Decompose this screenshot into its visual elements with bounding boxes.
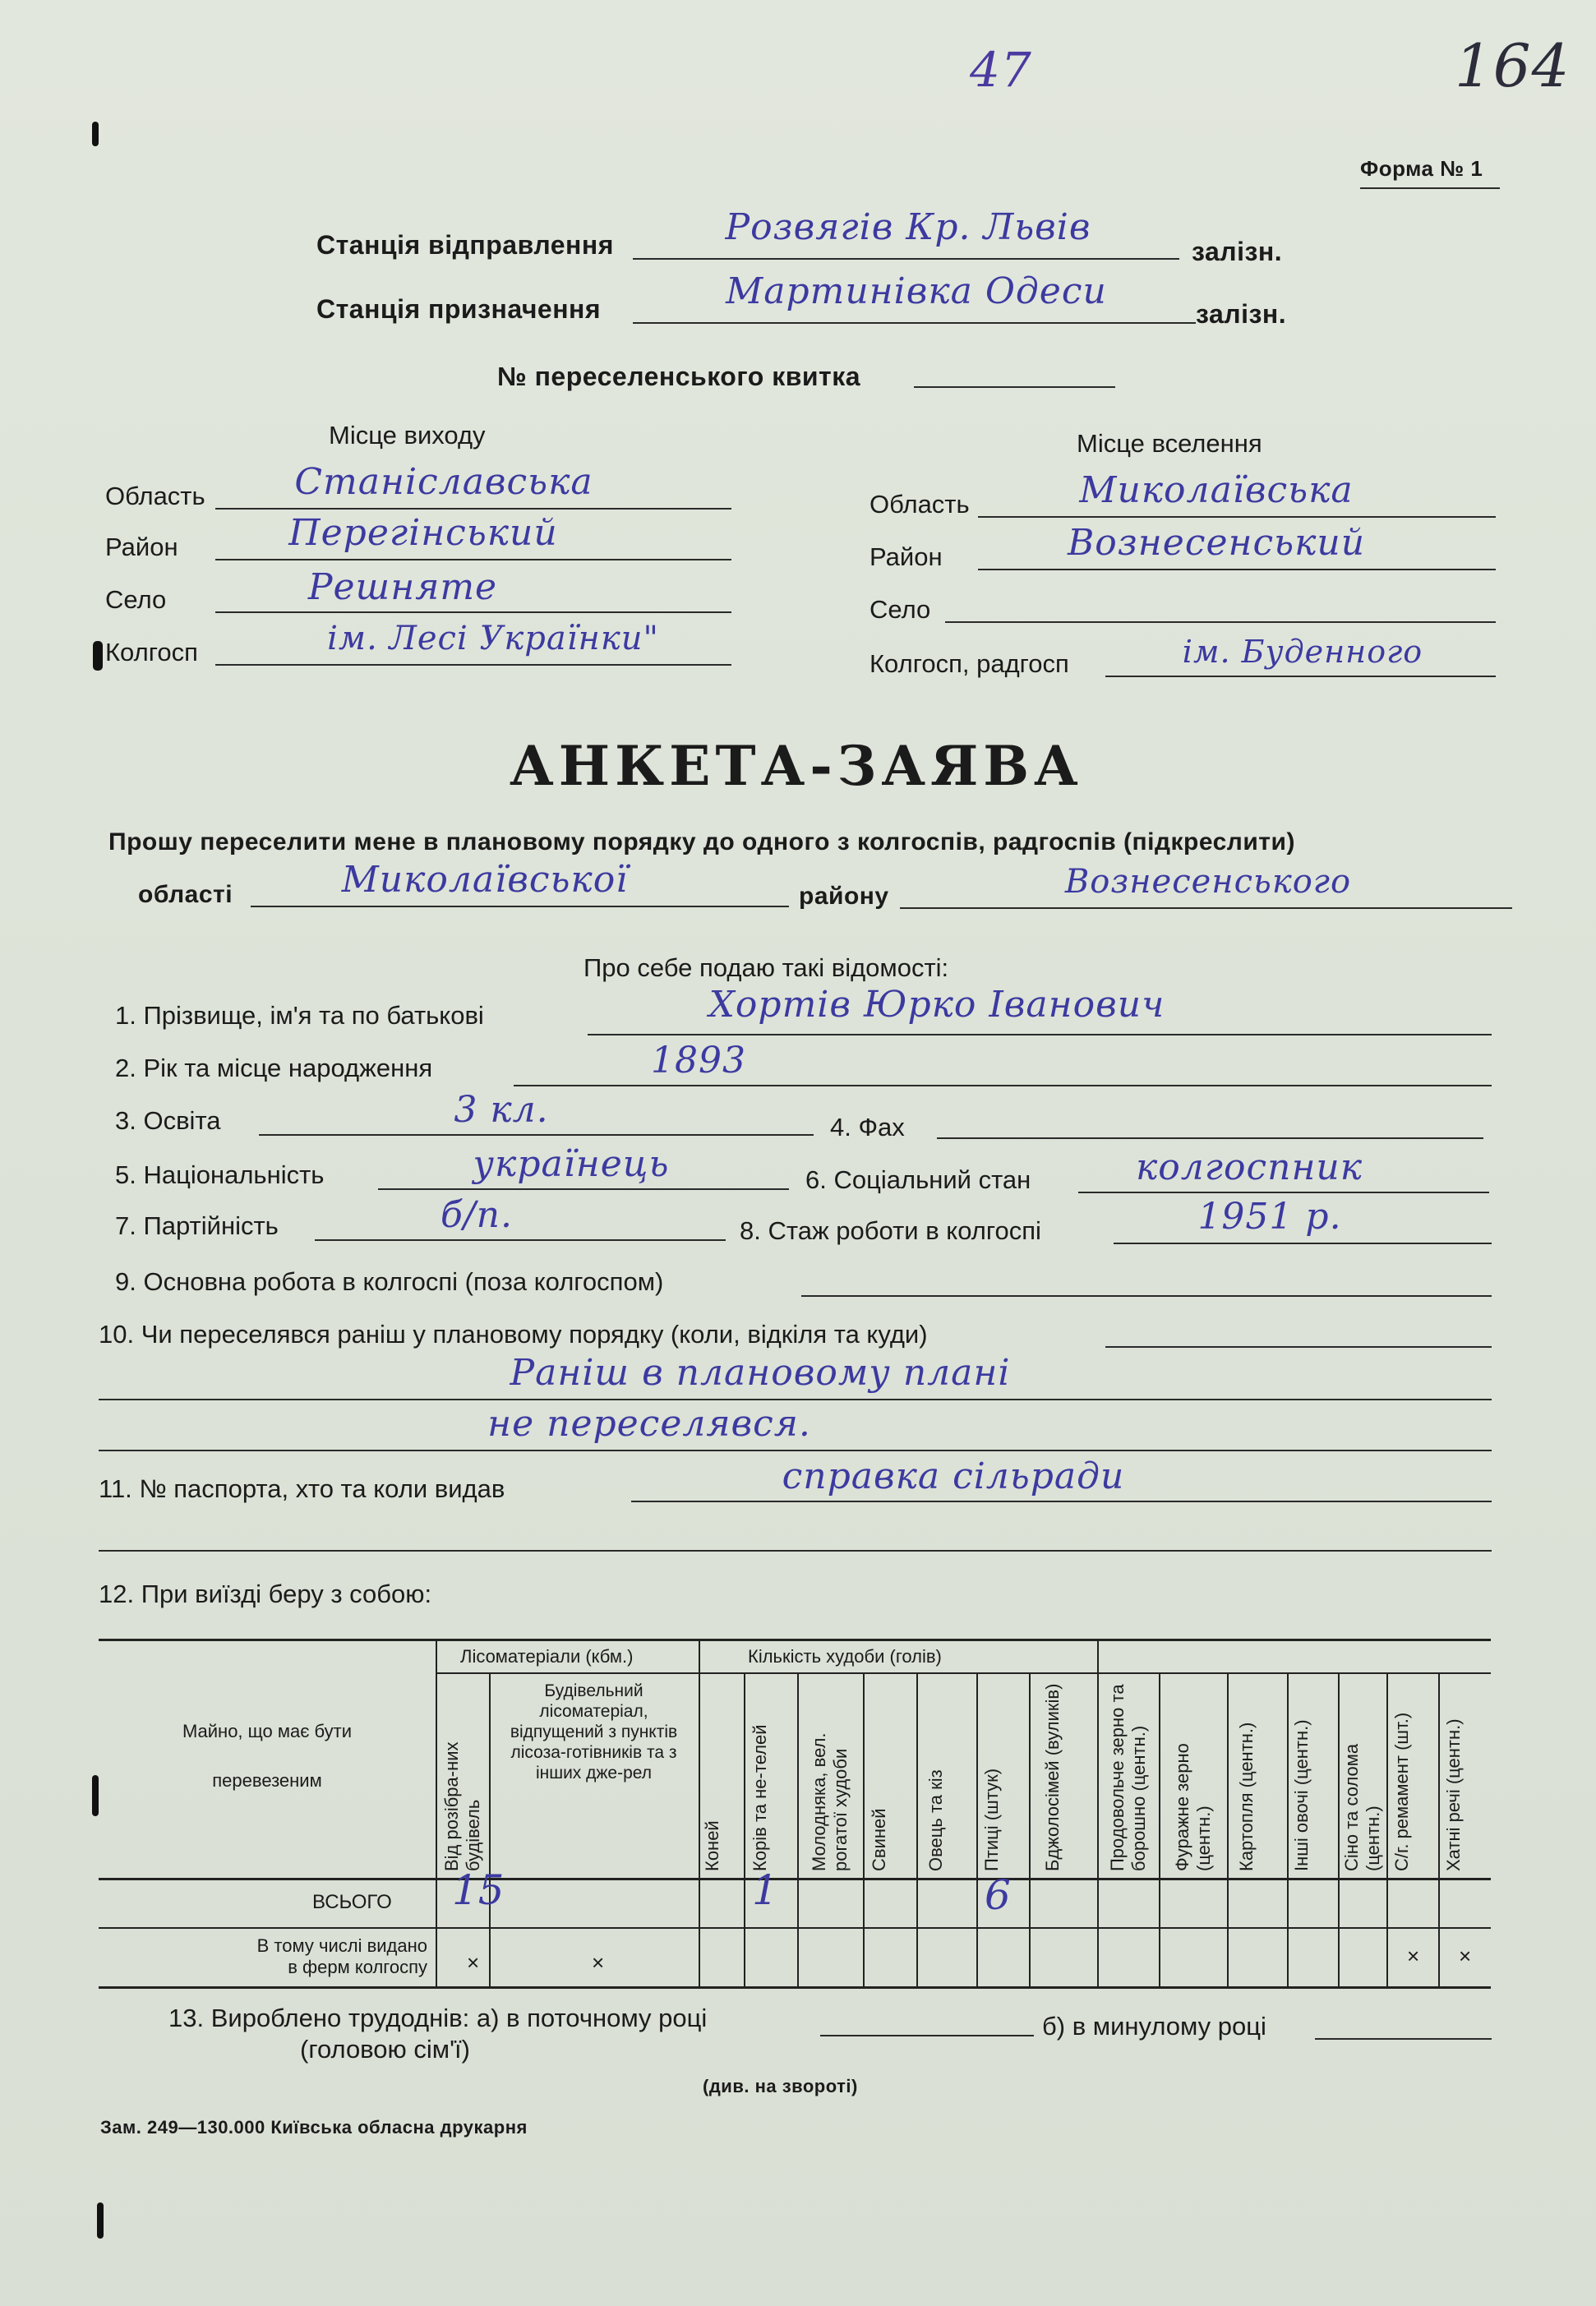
table-column-divider	[1338, 1672, 1340, 1986]
total-row-label: ВСЬОГО	[312, 1891, 392, 1913]
lumber-group-header: Лісоматеріали (кбм.)	[460, 1646, 634, 1667]
q13-sub-label: (головою сім'ї)	[300, 2035, 470, 2064]
dest-district-label: Район	[869, 542, 943, 571]
origin-district-value[interactable]: Перегінський	[288, 512, 558, 554]
dest-region-label: Область	[869, 490, 970, 519]
dest-village-label: Село	[869, 595, 931, 624]
q13-previous-label: б) в минулому році	[1042, 2012, 1266, 2041]
table-column-divider	[699, 1641, 700, 1986]
destination-station-label: Станція призначення	[316, 294, 602, 324]
punch-hole-mid	[93, 641, 103, 671]
dest-region-value[interactable]: Миколаївська	[1079, 469, 1354, 511]
dest-kolkhoz-value[interactable]: ім. Буденного	[1182, 634, 1423, 670]
table-column-header: Свиней	[868, 1808, 889, 1871]
origin-kolkhoz-label: Колгосп	[105, 638, 198, 666]
table-column-divider	[797, 1672, 799, 1986]
table-column-divider	[1029, 1672, 1031, 1986]
table-column-divider	[916, 1672, 918, 1986]
form-title: АНКЕТА-ЗАЯВА	[510, 734, 1083, 798]
table-column-divider	[1287, 1672, 1289, 1986]
request-district-value[interactable]: Вознесенського	[1064, 863, 1352, 901]
punch-hole-bottom	[97, 2202, 104, 2239]
q2-label: 2. Рік та місце народження	[115, 1054, 433, 1082]
issued-row-line1: В тому числі видано	[256, 1935, 427, 1956]
q11-value[interactable]: справка сільради	[782, 1455, 1125, 1497]
details-intro: Про себе подаю такі відомості:	[584, 953, 949, 982]
origin-heading: Місце виходу	[329, 421, 486, 450]
archive-page-number: 47	[970, 42, 1032, 98]
issued-mark-timber: ×	[592, 1950, 605, 1975]
destination-heading: Місце вселення	[1077, 429, 1262, 458]
table-column-header: Будівельний лісоматеріал, відпущений з пунктів лісоза-готівників та з інших дже-рел	[510, 1681, 678, 1783]
q6-label: 6. Соціальний стан	[805, 1165, 1031, 1194]
q13-label: 13. Вироблено трудоднів: а) в поточному році	[168, 2004, 708, 2032]
table-column-divider	[1159, 1672, 1160, 1986]
q4-label: 4. Фах	[830, 1113, 905, 1141]
total-poultry[interactable]: 6	[985, 1871, 1011, 1919]
origin-kolkhoz-value[interactable]: ім. Лесі Українки"	[327, 620, 659, 657]
property-header-line2: перевезеним	[212, 1770, 322, 1791]
ticket-number-label: № переселенського квитка	[497, 362, 861, 391]
table-column-divider	[744, 1672, 745, 1986]
table-column-header: Картопля (центн.)	[1235, 1722, 1257, 1871]
table-column-header: Корів та не-телей	[749, 1724, 770, 1871]
table-column-header: Сіно та солома (центн.)	[1341, 1743, 1383, 1871]
q7-value[interactable]: б/п.	[440, 1194, 513, 1236]
destination-station-value[interactable]: Мартинівка Одеси	[726, 270, 1107, 312]
q12-label: 12. При виїзді беру з собою:	[99, 1580, 432, 1608]
q7-label: 7. Партійність	[115, 1211, 279, 1240]
q3-label: 3. Освіта	[115, 1106, 221, 1135]
table-column-divider	[489, 1672, 491, 1986]
origin-district-label: Район	[105, 533, 178, 561]
origin-region-label: Область	[105, 482, 205, 510]
request-region-value[interactable]: Миколаївської	[341, 859, 629, 901]
table-column-divider	[1386, 1672, 1388, 1986]
table-column-divider	[976, 1672, 978, 1986]
table-column-header: Птиці (штук)	[981, 1768, 1002, 1871]
q10-value-line1[interactable]: Раніш в плановому плані	[510, 1352, 1011, 1394]
table-column-header: Хатні речі (центн.)	[1443, 1718, 1464, 1871]
property-header-line1: Майно, що має бути	[182, 1721, 353, 1741]
see-reverse-note: (див. на звороті)	[703, 2076, 858, 2096]
table-column-header: Від розібра-них будівель	[441, 1741, 483, 1871]
request-district-label: району	[799, 883, 889, 910]
departure-station-label: Станція відправлення	[316, 230, 614, 260]
q10-label: 10. Чи переселявся раніш у плановому порядку (коли, відкіля та куди)	[99, 1320, 928, 1349]
issued-mark-household: ×	[1407, 1944, 1420, 1968]
q1-value[interactable]: Хортів Юрко Іванович	[708, 984, 1165, 1026]
request-region-label: області	[138, 881, 233, 908]
table-column-header: Фуражне зерно (центн.)	[1171, 1743, 1214, 1871]
property-header	[99, 1707, 436, 1806]
folio-number: 164	[1455, 31, 1571, 100]
departure-rail-label: залізн.	[1192, 237, 1283, 266]
dest-district-value[interactable]: Вознесенський	[1067, 522, 1366, 564]
q11-label: 11. № паспорта, хто та коли видав	[99, 1474, 505, 1503]
table-column-divider	[1227, 1672, 1229, 1986]
q6-value[interactable]: колгоспник	[1135, 1146, 1363, 1188]
punch-hole-top	[92, 122, 99, 146]
table-column-divider	[1438, 1672, 1440, 1986]
table-column-divider	[1097, 1641, 1099, 1986]
issued-row-line2: в ферм колгоспу	[288, 1957, 427, 1977]
request-text: Прошу переселити мене в плановому порядку до одного з колгоспів, радгоспів (підкреслити)	[108, 828, 1295, 856]
q1-label: 1. Прізвище, ім'я та по батькові	[115, 1001, 484, 1030]
origin-village-value[interactable]: Решняте	[307, 566, 498, 608]
printer-note: Зам. 249—130.000 Київська обласна друкарня	[100, 2117, 528, 2138]
dest-kolkhoz-label: Колгосп, радгосп	[869, 649, 1069, 678]
table-column-header: Продовольче зерно та борошно (центн.)	[1106, 1684, 1149, 1871]
origin-village-label: Село	[105, 585, 167, 614]
property-table	[99, 1639, 1491, 2003]
form-number: Форма № 1	[1360, 156, 1483, 181]
punch-hole-lower	[92, 1775, 99, 1816]
q8-label: 8. Стаж роботи в колгоспі	[740, 1216, 1041, 1245]
table-column-header: Молодняка, вел. рогатої худоби	[809, 1732, 851, 1871]
q10-value-line2[interactable]: не переселявся.	[487, 1403, 811, 1445]
table-column-header: С/г. ремамент (шт.)	[1391, 1712, 1412, 1871]
table-column-header: Коней	[702, 1820, 722, 1871]
q9-label: 9. Основна робота в колгоспі (поза колгоспом)	[115, 1267, 664, 1296]
table-column-header: Бджолосімей (вуликів)	[1041, 1683, 1063, 1871]
issued-mark-belongings: ×	[1459, 1944, 1472, 1968]
livestock-group-header: Кількість худоби (голів)	[748, 1646, 942, 1667]
origin-region-value[interactable]: Станіславська	[294, 461, 593, 503]
q5-label: 5. Національність	[115, 1160, 325, 1189]
total-from-buildings[interactable]: 15	[452, 1866, 505, 1914]
destination-rail-label: залізн.	[1196, 299, 1287, 329]
q2-value[interactable]: 1893	[651, 1040, 746, 1082]
table-column-header: Інші овочі (центн.)	[1291, 1719, 1312, 1871]
issued-mark-from-buildings: ×	[467, 1950, 480, 1975]
q3-value[interactable]: 3 кл.	[454, 1089, 549, 1131]
q8-value[interactable]: 1951 р.	[1197, 1196, 1342, 1238]
table-column-divider	[863, 1672, 865, 1986]
departure-station-value[interactable]: Розвягів Кр. Львів	[725, 206, 1091, 248]
total-cattle[interactable]: 1	[752, 1866, 778, 1914]
issued-row-label	[148, 1935, 427, 1978]
table-column-header: Овець та кіз	[925, 1769, 946, 1871]
q5-value[interactable]: українець	[473, 1143, 670, 1185]
